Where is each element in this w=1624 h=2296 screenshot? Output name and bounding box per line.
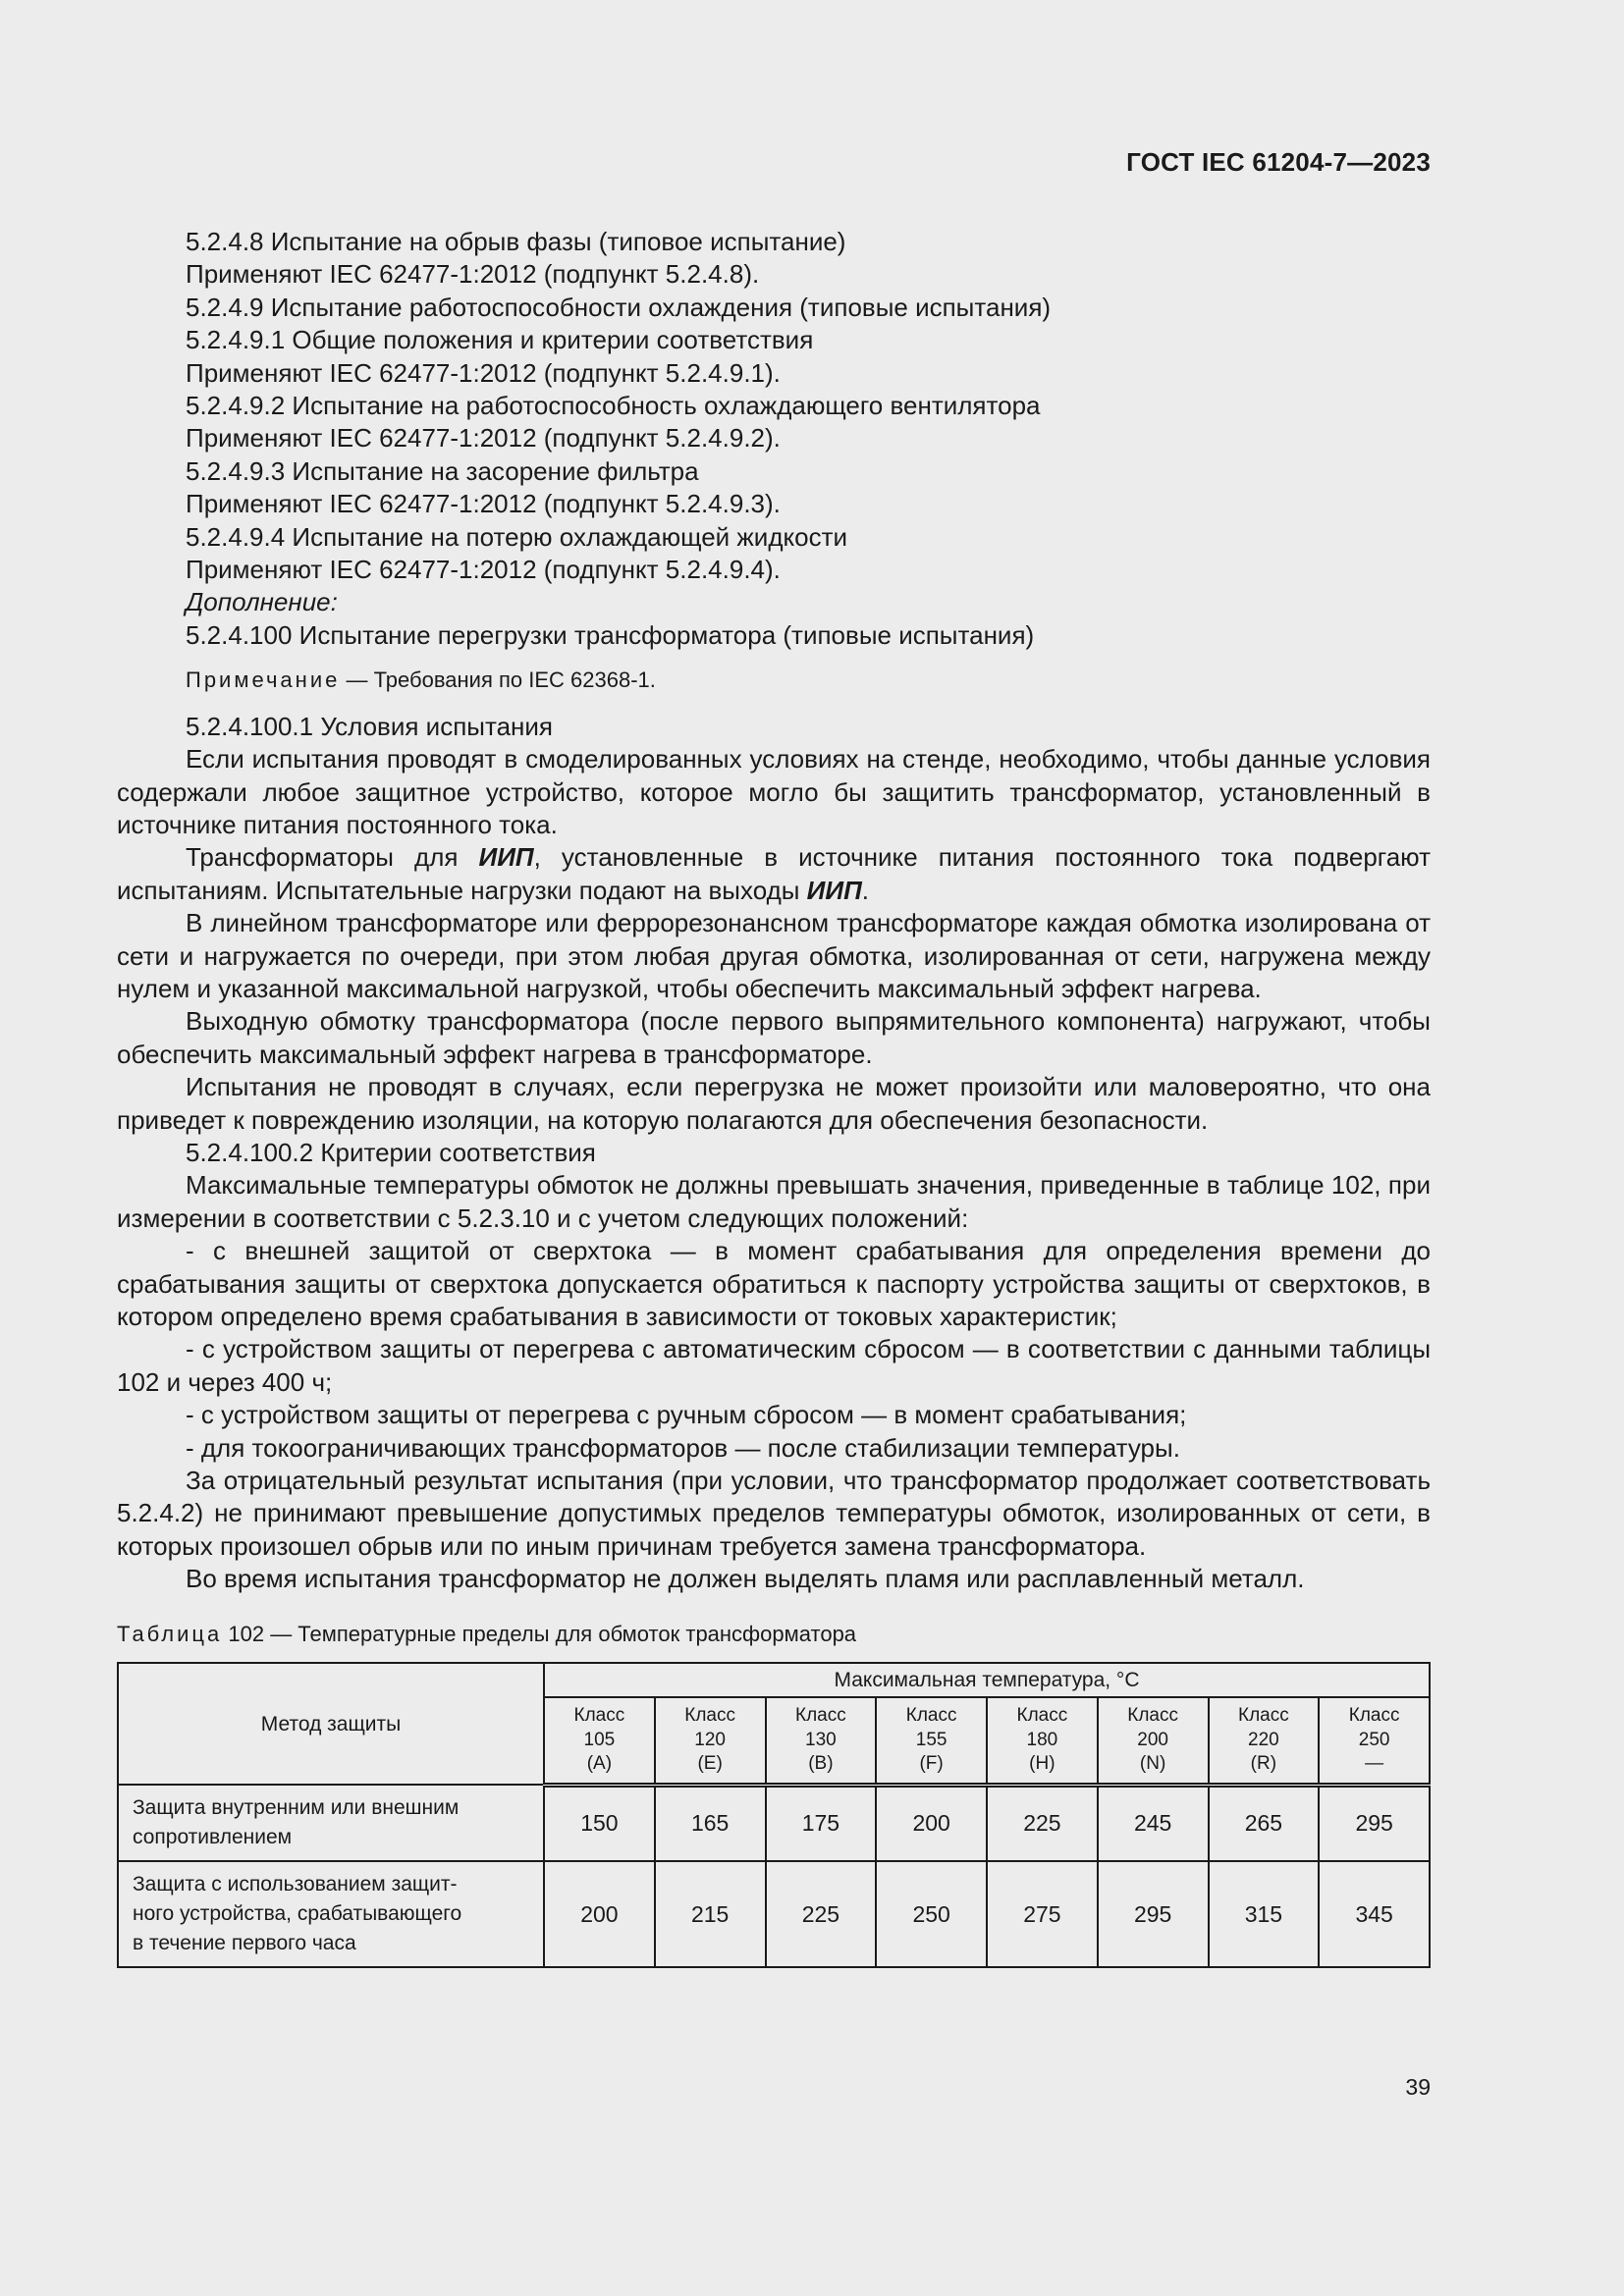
section-title: 5.2.4.9.1 Общие положения и критерии соответствия	[186, 325, 814, 355]
paragraph: В линейном трансформаторе или феррорезонансном трансформаторе каждая обмотка изолирована от сети и нагружается по очереди, при этом любая другая обмотка, изолированная от сети, нагружена между нулем и указанной максимальной нагрузкой, чтобы обеспечить максимальный эффект нагрева.	[117, 908, 1431, 1003]
section-title: 5.2.4.9.3 Испытание на засорение фильтра	[186, 455, 699, 486]
temperature-limits-table	[117, 1662, 1431, 1968]
class-header: Класс 130 (В)	[766, 1697, 877, 1785]
table-caption-text: 102 — Температурные пределы для обмоток трансформатора	[222, 1621, 857, 1646]
table-cell: 200	[544, 1861, 655, 1967]
table-cell: 295	[1098, 1861, 1209, 1967]
table-cell: 275	[987, 1861, 1098, 1967]
table-row	[118, 1861, 1430, 1967]
row-label: Защита с использованием защит- ного устройства, срабатывающего в течение первого часа	[118, 1861, 544, 1967]
addition-label: Дополнение:	[186, 587, 338, 617]
table-cell: 315	[1209, 1861, 1320, 1967]
paragraph-fragment: .	[861, 875, 870, 905]
max-temp-header: Максимальная температура, °С	[544, 1663, 1430, 1697]
document-body	[117, 226, 1431, 1968]
paragraph-fragment: Трансформаторы для	[186, 842, 479, 873]
table-caption	[117, 1618, 1431, 1650]
class-header: Класс 200 (N)	[1098, 1697, 1209, 1785]
table-cell: 225	[987, 1785, 1098, 1861]
section-title: 5.2.4.9 Испытание работоспособности охлаждения (типовые испытания)	[186, 292, 1052, 322]
section-title: 5.2.4.9.4 Испытание на потерю охлаждающей жидкости	[186, 521, 848, 552]
table-cell: 150	[544, 1785, 655, 1861]
paragraph: Выходную обмотку трансформатора (после первого выпрямительного компонента) нагружают, чтобы обеспечить максимальный эффект нагрева в трансформаторе.	[117, 1006, 1431, 1069]
paragraph	[117, 841, 1431, 907]
table-row	[118, 1785, 1430, 1861]
reference-text: Применяют IEC 62477-1:2012 (подпункт 5.2.4.9.1).	[186, 357, 781, 388]
table-cell: 215	[655, 1861, 766, 1967]
table-cell: 165	[655, 1785, 766, 1861]
table-cell: 295	[1319, 1785, 1430, 1861]
section-title: 5.2.4.100 Испытание перегрузки трансформатора (типовые испытания)	[186, 619, 1035, 650]
reference-text: Применяют IEC 62477-1:2012 (подпункт 5.2.4.9.4).	[186, 555, 781, 585]
table-cell: 225	[766, 1861, 877, 1967]
note	[117, 664, 1431, 696]
table-cell: 200	[876, 1785, 987, 1861]
class-header: Класс 105 (А)	[544, 1697, 655, 1785]
table-cell: 265	[1209, 1785, 1320, 1861]
paragraph: Максимальные температуры обмоток не должны превышать значения, приведенные в таблице 102, при измерении в соответствии с 5.2.3.10 и с учетом следующих положений:	[117, 1170, 1431, 1233]
class-header: Класс 155 (F)	[876, 1697, 987, 1785]
bullet-item: - с внешней защитой от сверхтока — в момент срабатывания для определения времени до срабатывания защиты от сверхтока допускается обратиться к паспорту устройства защиты от сверхтоков, в котором определено время срабатывания в зависимости от токовых характеристик;	[117, 1236, 1431, 1331]
paragraph: За отрицательный результат испытания (при условии, что трансформатор продолжает соответствовать 5.2.4.2) не принимают превышение допустимых пределов температуры обмоток, изолированных от сети, в которых произошел обрыв или по иным причинам требуется замена трансформатора.	[117, 1466, 1431, 1561]
section-title: 5.2.4.100.1 Условия испытания	[186, 711, 554, 741]
paragraph: Во время испытания трансформатор не должен выделять пламя или расплавленный металл.	[186, 1564, 1305, 1594]
paragraph: Если испытания проводят в смоделированных условиях на стенде, необходимо, чтобы данные условия содержали любое защитное устройство, которое могло бы защитить трансформатор, установленный в источнике питания постоянного тока.	[117, 744, 1431, 839]
paragraph-fragment: , установленные в источнике питания постоянного тока подвергают испытаниям. Испытательные нагрузки подают на выходы	[117, 842, 1432, 905]
class-header: Класс 220 (R)	[1209, 1697, 1320, 1785]
reference-text: Применяют IEC 62477-1:2012 (подпункт 5.2.4.9.3).	[186, 489, 781, 519]
abbreviation: ИИП	[478, 842, 534, 873]
bullet-item: - с устройством защиты от перегрева с ручным сбросом — в момент срабатывания;	[186, 1400, 1187, 1430]
table-header-row	[118, 1663, 1430, 1697]
table-cell: 250	[876, 1861, 987, 1967]
bullet-item: - с устройством защиты от перегрева с автоматическим сбросом — в соответствии с данными таблицы 102 и через 400 ч;	[117, 1334, 1431, 1397]
class-header: Класс 180 (Н)	[987, 1697, 1098, 1785]
table-caption-label: Таблица	[117, 1621, 223, 1646]
section-title: 5.2.4.8 Испытание на обрыв фазы (типовое испытание)	[186, 227, 846, 256]
table-cell: 245	[1098, 1785, 1209, 1861]
section-title: 5.2.4.9.2 Испытание на работоспособность охлаждающего вентилятора	[186, 391, 1041, 421]
abbreviation: ИИП	[806, 875, 862, 905]
table-cell: 345	[1319, 1861, 1430, 1967]
page-number: 39	[1405, 2074, 1431, 2100]
method-header: Метод защиты	[118, 1663, 544, 1785]
reference-text: Применяют IEC 62477-1:2012 (подпункт 5.2.4.8).	[186, 259, 760, 290]
page-header-standard-id: ГОСТ IEC 61204-7—2023	[1126, 147, 1431, 177]
class-header: Класс 120 (Е)	[655, 1697, 766, 1785]
note-label: Примечание	[186, 667, 341, 693]
reference-text: Применяют IEC 62477-1:2012 (подпункт 5.2.4.9.2).	[186, 423, 781, 454]
row-label: Защита внутренним или внешним сопротивлением	[118, 1785, 544, 1861]
paragraph: Испытания не проводят в случаях, если перегрузка не может произойти или маловероятно, что она приведет к повреждению изоляции, на которую полагаются для обеспечения безопасности.	[117, 1072, 1431, 1135]
bullet-item: - для токоограничивающих трансформаторов — после стабилизации температуры.	[186, 1432, 1180, 1463]
class-header: Класс 250 —	[1319, 1697, 1430, 1785]
section-title: 5.2.4.100.2 Критерии соответствия	[186, 1137, 596, 1167]
note-text: — Требования по IEC 62368-1.	[340, 667, 656, 693]
table-cell: 175	[766, 1785, 877, 1861]
